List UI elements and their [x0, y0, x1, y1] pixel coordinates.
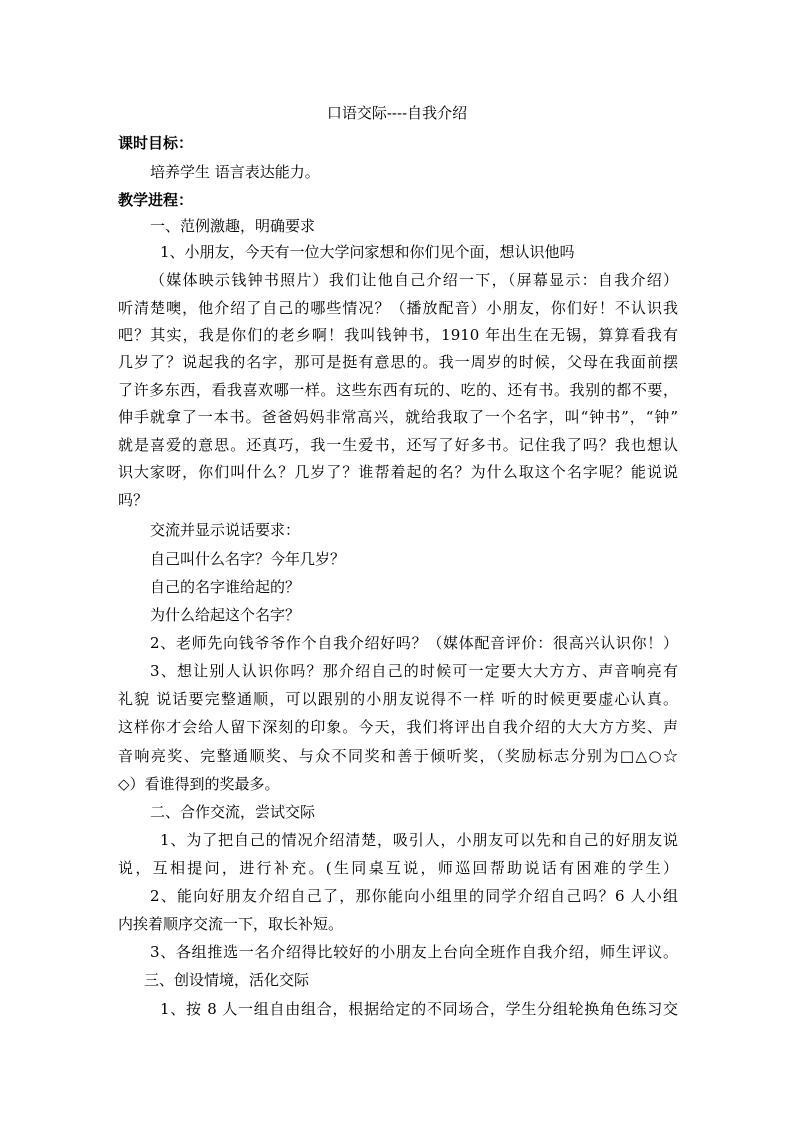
paragraph-line: 2、老师先向钱爷爷作个自我介绍好吗？（媒体配音评价：很高兴认识你！）	[150, 634, 678, 652]
paragraph-line: 内挨着顺序交流一下，取长补短。	[118, 915, 344, 933]
paragraph-line: ◇）看谁得到的奖最多。	[118, 775, 280, 793]
speaking-requirement: 自己的名字谁给起的？	[150, 578, 301, 596]
objective-text: 培养学生 语言表达能力。	[150, 163, 320, 181]
paragraph-line: 1、按 8 人一组自由组合，根据给定的不同场合，学生分组轮换角色练习交	[160, 1000, 678, 1018]
paragraph-line: 3、各组推选一名介绍得比较好的小朋友上台向全班作自我介绍，师生评议。	[150, 943, 678, 961]
paragraph-line: （媒体映示钱钟书照片）我们让他自己介绍一下，（屏幕显示：自我介绍）	[150, 271, 678, 289]
paragraph-line: 2、能向好朋友介绍自己了，那你能向小组里的同学介绍自己吗？6 人小组	[150, 887, 678, 905]
paragraph-line: 吧？其实，我是你们的老乡啊！我叫钱钟书，1910 年出生在无锡，算算看我有	[118, 326, 678, 344]
paragraph-line: 吗？	[118, 491, 149, 509]
paragraph-line: 说，互相提问，进行补充。(生同桌互说，师巡回帮助说话有困难的学生）	[118, 859, 678, 877]
paragraph-line: 1、为了把自己的情况介绍清楚，吸引人，小朋友可以先和自己的好朋友说	[160, 831, 678, 849]
paragraph-line: 礼貌 说话要完整通顺，可以跟别的小朋友说得不一样 听的时候更要虚心认真。	[118, 690, 678, 708]
speaking-requirement: 为什么给起这个名字？	[150, 606, 301, 624]
paragraph-line: 交流并显示说话要求：	[150, 521, 301, 539]
paragraph-line: 音响亮奖、完整通顺奖、与众不同奖和善于倾听奖，（奖励标志分别为□△○☆	[118, 747, 678, 765]
paragraph-line: 这样你才会给人留下深刻的印象。今天，我们将评出自我介绍的大大方方奖、声	[118, 718, 678, 736]
paragraph-line: 1、小朋友，今天有一位大学问家想和你们见个面，想认识他吗	[160, 243, 575, 261]
paragraph-line: 3、想让别人认识你吗？那介绍自己的时候可一定要大大方方、声音响亮有	[150, 662, 678, 680]
paragraph-line: 听清楚噢，他介绍了自己的哪些情况？（播放配音）小朋友，你们好！不认识我	[118, 299, 678, 317]
paragraph-line: 识大家呀，你们叫什么？几岁了？谁帮着起的名？为什么取这个名字呢？能说说	[118, 463, 678, 481]
part-one-heading: 一、范例激趣，明确要求	[150, 217, 316, 235]
document-title: 口语交际----自我介绍	[326, 104, 468, 122]
section-heading-process: 教学进程：	[118, 191, 194, 209]
paragraph-line: 了许多东西，看我喜欢哪一样。这些东西有玩的、吃的、还有书。我别的都不要，	[118, 381, 678, 399]
paragraph-line: 伸手就拿了一本书。爸爸妈妈非常高兴，就给我取了一个名字，叫“钟书”，“钟”	[118, 408, 678, 426]
paragraph-line: 几岁了？说起我的名字，那可是挺有意思的。我一周岁的时候，父母在我面前摆	[118, 353, 678, 371]
paragraph-line: 就是喜爱的意思。还真巧，我一生爱书，还写了好多书。记住我了吗？我也想认	[118, 436, 678, 454]
section-heading-objectives: 课时目标：	[118, 134, 194, 152]
part-three-heading: 三、创设情境，活化交际	[144, 971, 310, 989]
part-two-heading: 二、合作交流，尝试交际	[150, 803, 316, 821]
speaking-requirement: 自己叫什么名字？今年几岁？	[150, 550, 346, 568]
